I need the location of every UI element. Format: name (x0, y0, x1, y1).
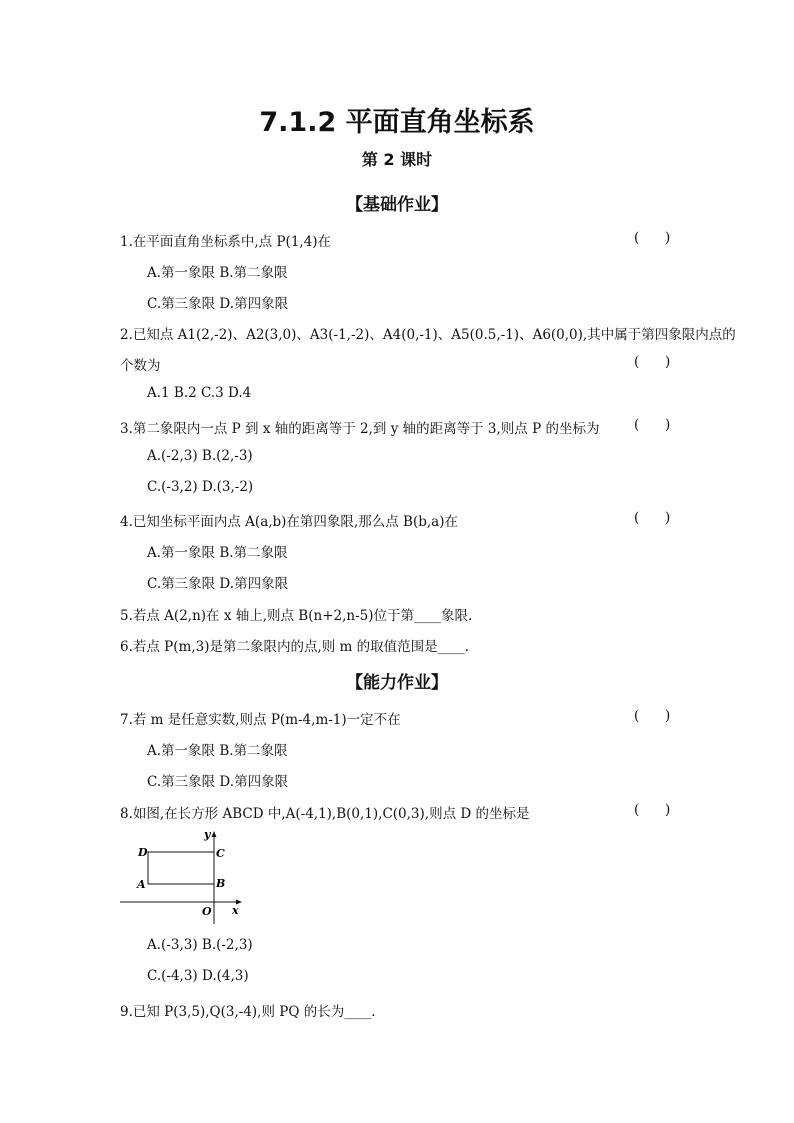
answer-paren-8: ( ) (634, 802, 671, 818)
question-2-line-2: 个数为 (120, 358, 161, 374)
section-ability: 【能力作业】 (346, 673, 448, 693)
page-title: 7.1.2 平面直角坐标系 (259, 107, 535, 138)
question-9: 9.已知 P(3,5),Q(3,-4),则 PQ 的长为____. (120, 1004, 376, 1020)
question-5: 5.若点 A(2,n)在 x 轴上,则点 B(n+2,n-5)位于第____象限. (120, 608, 473, 624)
answer-paren-4: ( ) (634, 510, 671, 526)
question-8-options-ab: A.(-3,3) B.(-2,3) (147, 937, 253, 953)
question-7-options-cd: C.第三象限 D.第四象限 (147, 774, 289, 790)
rectangle-abcd (148, 852, 214, 884)
question-3-options-ab: A.(-2,3) B.(2,-3) (147, 448, 253, 464)
answer-paren-1: ( ) (634, 230, 671, 246)
point-c-label: C (216, 847, 225, 860)
question-3-options-cd: C.(-3,2) D.(3,-2) (147, 479, 254, 495)
lesson-subtitle: 第 2 课时 (361, 150, 433, 169)
answer-paren-7: ( ) (634, 708, 671, 724)
origin-label: O (202, 905, 212, 918)
y-axis-arrow-icon (212, 831, 217, 837)
question-1-options-ab: A.第一象限 B.第二象限 (147, 265, 288, 281)
question-6: 6.若点 P(m,3)是第二象限内的点,则 m 的取值范围是____. (120, 639, 469, 655)
question-7: 7.若 m 是任意实数,则点 P(m-4,m-1)一定不在 (120, 712, 401, 728)
question-8-options-cd: C.(-4,3) D.(4,3) (147, 968, 249, 984)
question-1-options-cd: C.第三象限 D.第四象限 (147, 296, 289, 312)
question-3: 3.第二象限内一点 P 到 x 轴的距离等于 2,到 y 轴的距离等于 3,则点 P 的坐标为 (120, 421, 600, 437)
y-axis-label: y (204, 828, 211, 841)
point-d-label: D (138, 846, 148, 859)
point-b-label: B (216, 877, 226, 890)
point-a-label: A (137, 878, 146, 891)
x-axis-label: x (232, 904, 239, 917)
answer-paren-2: ( ) (634, 354, 671, 370)
question-4: 4.已知坐标平面内点 A(a,b)在第四象限,那么点 B(b,a)在 (120, 514, 458, 530)
question-2-options: A.1 B.2 C.3 D.4 (147, 385, 252, 401)
question-8: 8.如图,在长方形 ABCD 中,A(-4,1),B(0,1),C(0,3),则点 D 的坐标是 (120, 806, 530, 822)
question-4-options-ab: A.第一象限 B.第二象限 (147, 545, 288, 561)
section-basic: 【基础作业】 (346, 195, 448, 215)
rectangle-coordinate-figure (118, 826, 258, 926)
question-2-line-1: 2.已知点 A1(2,-2)、A2(3,0)、A3(-1,-2)、A4(0,-1)、A5(0.5,-1)、A6(0,0),其中属于第四象限内点的 (120, 327, 736, 343)
answer-paren-3: ( ) (634, 417, 671, 433)
question-7-options-ab: A.第一象限 B.第二象限 (147, 743, 288, 759)
question-1: 1.在平面直角坐标系中,点 P(1,4)在 (120, 234, 332, 250)
question-4-options-cd: C.第三象限 D.第四象限 (147, 576, 289, 592)
